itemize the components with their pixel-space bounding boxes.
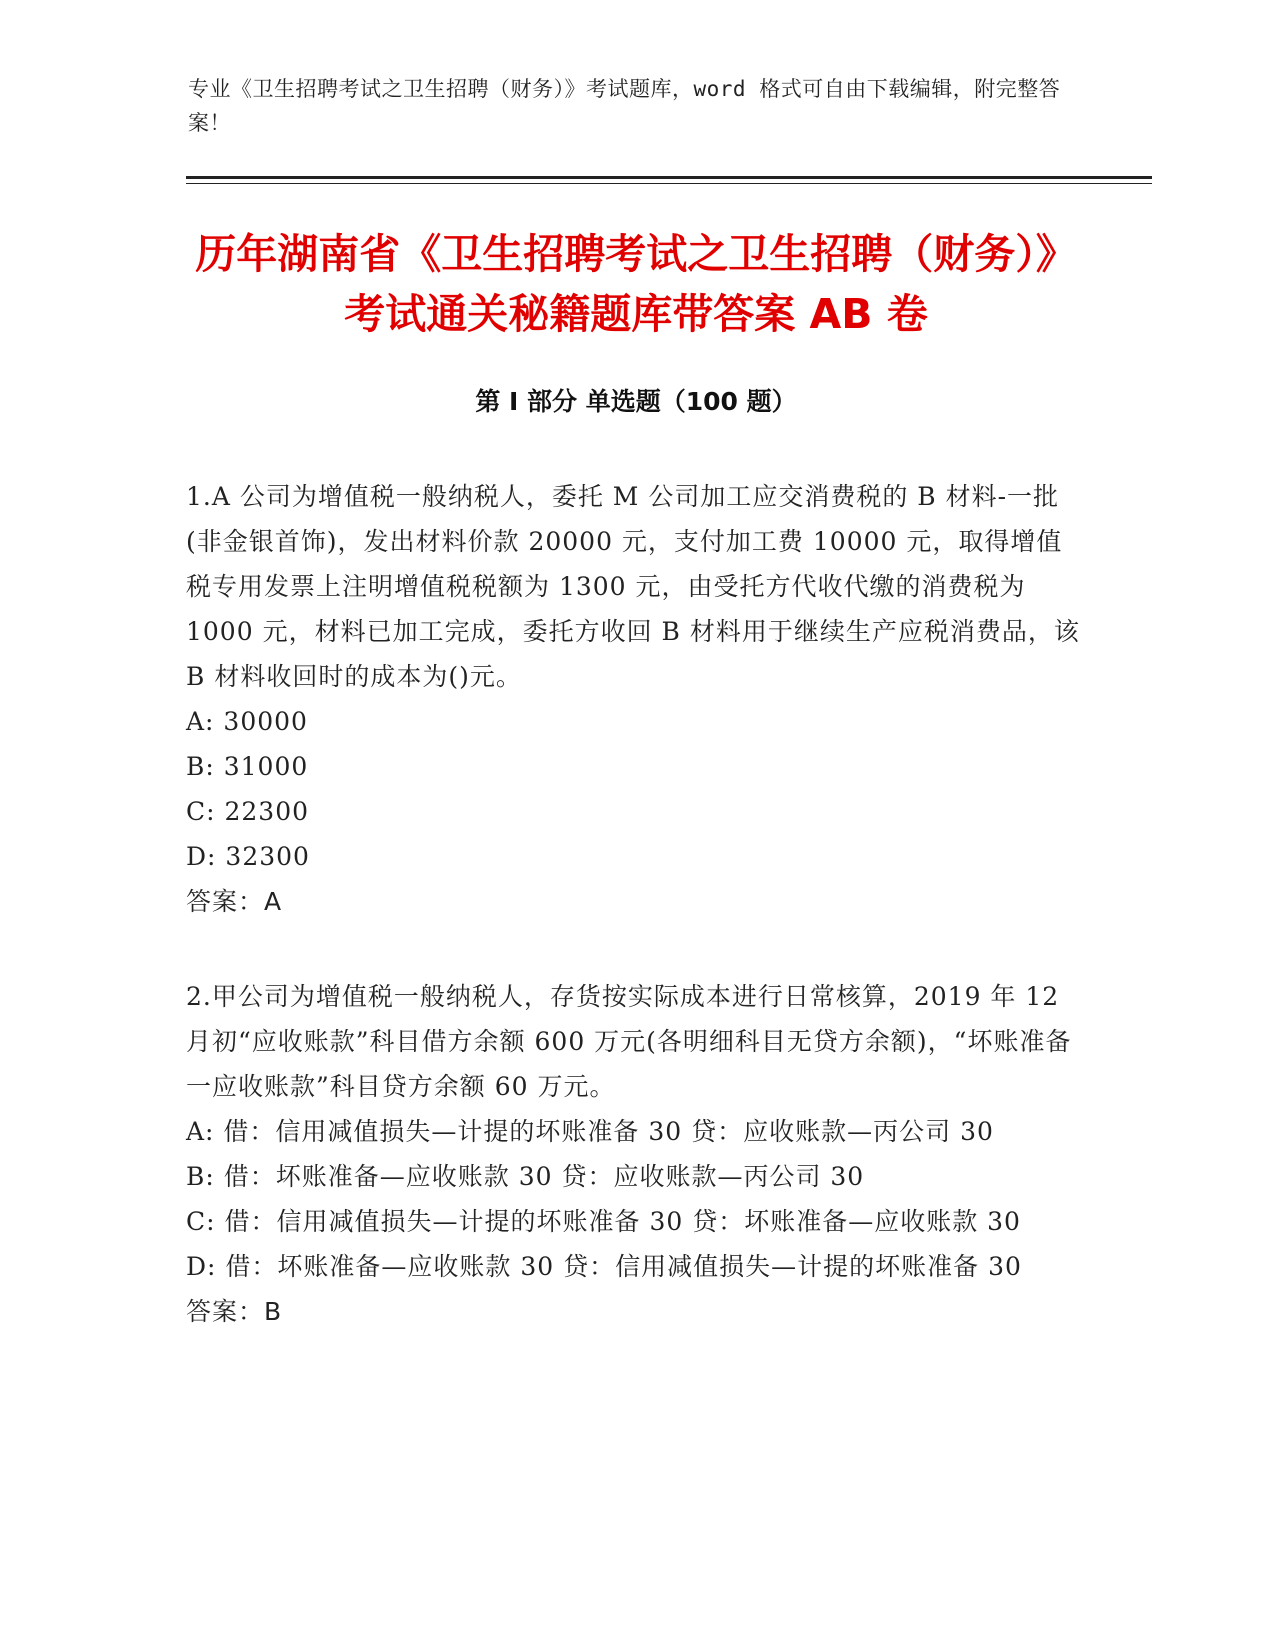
question-1: [186, 474, 1086, 924]
option-a: A: 借：信用减值损失—计提的坏账准备 30 贷：应收账款—丙公司 30: [186, 1117, 994, 1146]
option-c: C: 22300: [186, 797, 310, 826]
question-stem: 2.甲公司为增值税一般纳税人，存货按实际成本进行日常核算，2019 年 12 月初“应收账款”科目借方余额 600 万元(各明细科目无贷方余额)，“坏账准备一应收账款”科目贷方余额 60 万元。: [186, 982, 1072, 1101]
header-note: 专业《卫生招聘考试之卫生招聘（财务）》考试题库，word 格式可自由下载编辑，附完整答案！: [188, 77, 1061, 135]
option-a: A: 30000: [186, 707, 308, 736]
header-divider-thick: [186, 176, 1152, 179]
option-b: B: 借：坏账准备—应收账款 30 贷：应收账款—丙公司 30: [186, 1162, 865, 1191]
question-2: [186, 974, 1086, 1334]
option-d: D: 32300: [186, 842, 310, 871]
option-c: C: 借：信用减值损失—计提的坏账准备 30 贷：坏账准备—应收账款 30: [186, 1207, 1021, 1236]
question-stem: 1.A 公司为增值税一般纳税人，委托 M 公司加工应交消费税的 B 材料-一批(非金银首饰)，发出材料价款 20000 元，支付加工费 10000 元，取得增值税专用发票上注明增值税税额为 1300 元，由受托方代收代缴的消费税为 1000 元，材料已加工完成，委托方收回 B 材料用于继续生产应税消费品，该 B 材料收回时的成本为()元。: [186, 482, 1080, 691]
option-d: D: 借：坏账准备—应收账款 30 贷：信用减值损失—计提的坏账准备 30: [186, 1252, 1022, 1281]
answer-line: 答案：B: [186, 1297, 283, 1326]
document-title: 历年湖南省《卫生招聘考试之卫生招聘（财务）》考试通关秘籍题库带答案 AB 卷: [195, 230, 1077, 338]
answer-line: 答案：A: [186, 887, 283, 916]
section-heading: 第 I 部分 单选题（100 题）: [475, 387, 797, 416]
header-divider-thin: [186, 183, 1152, 184]
option-b: B: 31000: [186, 752, 309, 781]
